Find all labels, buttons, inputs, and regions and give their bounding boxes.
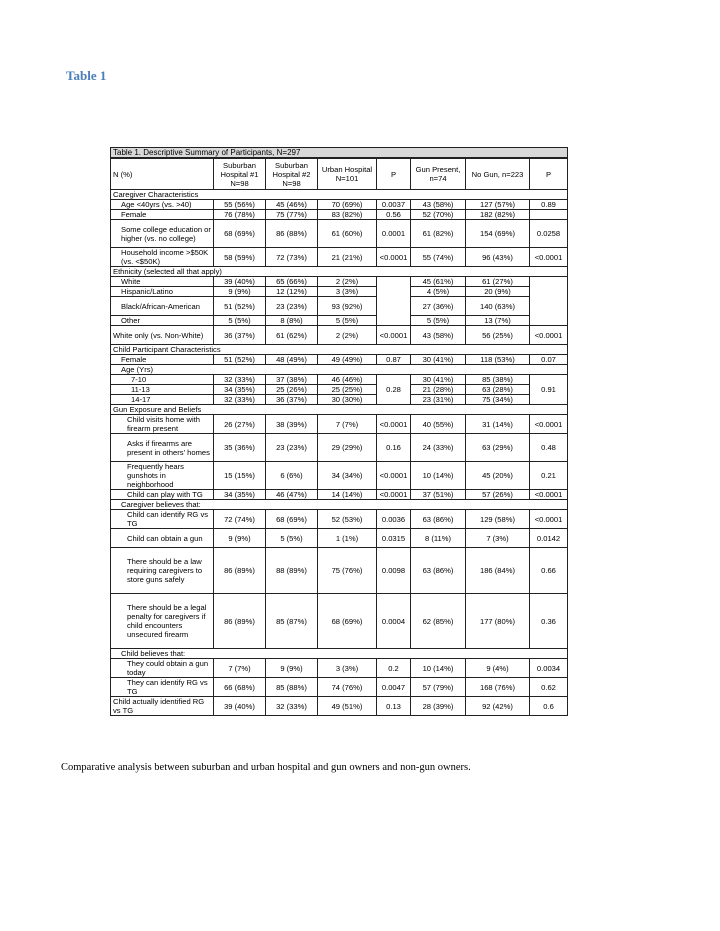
row-label: Black/African-American [111, 297, 214, 316]
table-cell: 49 (51%) [318, 697, 377, 716]
table-row [111, 594, 568, 649]
table-cell: 23 (31%) [411, 395, 466, 405]
table-cell: 20 (9%) [466, 287, 530, 297]
table-row [111, 462, 568, 490]
table-cell: 26 (27%) [214, 415, 266, 434]
table-cell: 177 (80%) [466, 594, 530, 649]
table-cell: 12 (12%) [266, 287, 318, 297]
table-cell: 4 (5%) [411, 287, 466, 297]
table-cell: <0.0001 [530, 415, 568, 434]
row-label: 11-13 [111, 385, 214, 395]
table-cell: 51 (52%) [214, 355, 266, 365]
table-cell: 0.6 [530, 697, 568, 716]
section-label: Caregiver believes that: [111, 500, 568, 510]
table-cell: 85 (38%) [466, 375, 530, 385]
table-cell: 0.0098 [377, 548, 411, 594]
table-cell: 7 (3%) [466, 529, 530, 548]
table-cell: 45 (61%) [411, 277, 466, 287]
table-row [111, 210, 568, 220]
table-row [111, 200, 568, 210]
table-cell: <0.0001 [530, 490, 568, 500]
table-cell: 0.07 [530, 355, 568, 365]
table-cell: 6 (6%) [266, 462, 318, 490]
table-cell: 0.0037 [377, 200, 411, 210]
table-cell: 37 (38%) [266, 375, 318, 385]
table-cell: 38 (39%) [266, 415, 318, 434]
table-cell: 68 (69%) [318, 594, 377, 649]
table-cell: 5 (5%) [318, 316, 377, 326]
table-row [111, 220, 568, 248]
section-label: Gun Exposure and Beliefs [111, 405, 568, 415]
table-cell: 21 (28%) [411, 385, 466, 395]
table-row [111, 287, 568, 297]
table-row [111, 415, 568, 434]
table-cell: 85 (88%) [266, 678, 318, 697]
table-row [111, 277, 568, 287]
table-cell: 63 (29%) [466, 434, 530, 462]
row-label: Female [111, 355, 214, 365]
section-label: Child Participant Characteristics [111, 345, 568, 355]
table-cell: 96 (43%) [466, 248, 530, 267]
table-cell: 46 (47%) [266, 490, 318, 500]
header-cell: Suburban Hospital #1 N=98 [214, 158, 266, 190]
table-cell: 8 (11%) [411, 529, 466, 548]
table-cell: 9 (9%) [266, 659, 318, 678]
table-cell: 3 (3%) [318, 659, 377, 678]
table-cell: 0.0258 [530, 220, 568, 248]
header-cell: No Gun, n=223 [466, 158, 530, 190]
table-cell: 61 (62%) [266, 326, 318, 345]
table-cell: 127 (57%) [466, 200, 530, 210]
table-cell: 0.91 [530, 375, 568, 405]
table-cell: 0.0047 [377, 678, 411, 697]
table-cell: 34 (35%) [214, 385, 266, 395]
row-label: 14-17 [111, 395, 214, 405]
table-cell: 182 (82%) [466, 210, 530, 220]
table-cell: 2 (2%) [318, 277, 377, 287]
descriptive-summary-table-container [110, 147, 567, 716]
table-cell: 32 (33%) [214, 395, 266, 405]
table-cell: 0.62 [530, 678, 568, 697]
table-heading: Table 1 [66, 68, 107, 83]
row-label: They can identify RG vs TG [111, 678, 214, 697]
table-cell: 86 (89%) [214, 548, 266, 594]
table-cell: 0.0004 [377, 594, 411, 649]
table-cell: 3 (3%) [318, 287, 377, 297]
row-label: Asks if firearms are present in others' homes [111, 434, 214, 462]
section-label: Caregiver Characteristics [111, 190, 568, 200]
table-cell: 61 (27%) [466, 277, 530, 287]
table-cell: 0.56 [377, 210, 411, 220]
table-row [111, 385, 568, 395]
table-cell: 72 (74%) [214, 510, 266, 529]
table-row [111, 375, 568, 385]
table-cell: 28 (39%) [411, 697, 466, 716]
table-cell: <0.0001 [377, 326, 411, 345]
table-cell: <0.0001 [530, 326, 568, 345]
table-cell: 0.0001 [377, 220, 411, 248]
table-cell: <0.0001 [530, 248, 568, 267]
table-cell: 0.48 [530, 434, 568, 462]
row-label: Child actually identified RG vs TG [111, 697, 214, 716]
table-cell: 14 (14%) [318, 490, 377, 500]
table-cell: 86 (89%) [214, 594, 266, 649]
table-caption: Comparative analysis between suburban and urban hospital and gun owners and non-gun owners. [61, 762, 471, 773]
table-cell: 85 (87%) [266, 594, 318, 649]
table-cell: 48 (49%) [266, 355, 318, 365]
row-label: 7-10 [111, 375, 214, 385]
table-row [111, 395, 568, 405]
table-cell: 5 (5%) [214, 316, 266, 326]
row-label: Some college education or higher (vs. no college) [111, 220, 214, 248]
table-cell: 68 (69%) [214, 220, 266, 248]
table-cell: 31 (14%) [466, 415, 530, 434]
table-cell: 0.21 [530, 462, 568, 490]
table-cell: 0.16 [377, 434, 411, 462]
header-cell: Gun Present, n=74 [411, 158, 466, 190]
table-cell: 68 (69%) [266, 510, 318, 529]
table-cell: 23 (23%) [266, 297, 318, 316]
row-label: Household income >$50K (vs. <$50K) [111, 248, 214, 267]
table-cell: 56 (25%) [466, 326, 530, 345]
table-row [111, 490, 568, 500]
table-cell: 88 (89%) [266, 548, 318, 594]
header-row [111, 158, 568, 190]
table-cell: 70 (69%) [318, 200, 377, 210]
table-cell: 25 (26%) [266, 385, 318, 395]
table-cell: 154 (69%) [466, 220, 530, 248]
table-cell: 0.2 [377, 659, 411, 678]
table-cell: 63 (28%) [466, 385, 530, 395]
table-cell: 39 (40%) [214, 277, 266, 287]
row-label: They could obtain a gun today [111, 659, 214, 678]
table-row [111, 529, 568, 548]
table-cell: 52 (70%) [411, 210, 466, 220]
section-row [111, 405, 568, 415]
table-row [111, 678, 568, 697]
table-cell: 1 (1%) [318, 529, 377, 548]
header-cell: P [377, 158, 411, 190]
table-cell: 0.0142 [530, 529, 568, 548]
table-cell: 58 (59%) [214, 248, 266, 267]
table-cell: 8 (8%) [266, 316, 318, 326]
table-row [111, 659, 568, 678]
table-cell: 7 (7%) [214, 659, 266, 678]
section-row [111, 345, 568, 355]
table-cell: 0.89 [530, 200, 568, 210]
table-cell: 0.0034 [530, 659, 568, 678]
descriptive-summary-table [110, 147, 568, 716]
table-cell: 75 (77%) [266, 210, 318, 220]
table-cell: 46 (46%) [318, 375, 377, 385]
table-cell: 10 (14%) [411, 462, 466, 490]
table-cell [377, 277, 411, 326]
table-cell: 0.66 [530, 548, 568, 594]
table-cell: 2 (2%) [318, 326, 377, 345]
table-cell: 32 (33%) [214, 375, 266, 385]
table-cell: 61 (82%) [411, 220, 466, 248]
table-cell: 0.28 [377, 375, 411, 405]
table-cell: <0.0001 [377, 415, 411, 434]
row-label: There should be a law requiring caregivers to store guns safely [111, 548, 214, 594]
table-row [111, 326, 568, 345]
table-cell: 55 (56%) [214, 200, 266, 210]
section-label: Age (Yrs) [111, 365, 568, 375]
table-cell: 9 (9%) [214, 529, 266, 548]
table-cell: <0.0001 [530, 510, 568, 529]
section-label: Ethnicity (selected all that apply) [111, 267, 568, 277]
section-row [111, 267, 568, 277]
table-row [111, 248, 568, 267]
table-cell: 52 (53%) [318, 510, 377, 529]
table-cell: 32 (33%) [266, 697, 318, 716]
table-cell: <0.0001 [377, 248, 411, 267]
table-cell: 13 (7%) [466, 316, 530, 326]
row-label: There should be a legal penalty for caregivers if child encounters unsecured firearm [111, 594, 214, 649]
table-cell: 7 (7%) [318, 415, 377, 434]
table-cell: 186 (84%) [466, 548, 530, 594]
table-cell: 51 (52%) [214, 297, 266, 316]
table-cell: 5 (5%) [411, 316, 466, 326]
table-row [111, 548, 568, 594]
table-cell: 45 (20%) [466, 462, 530, 490]
table-cell: 61 (60%) [318, 220, 377, 248]
header-cell: Urban Hospital N=101 [318, 158, 377, 190]
table-cell: 30 (41%) [411, 375, 466, 385]
table-cell: 43 (58%) [411, 326, 466, 345]
table-row [111, 697, 568, 716]
table-cell: 34 (34%) [318, 462, 377, 490]
table-cell: 29 (29%) [318, 434, 377, 462]
table-cell: 0.36 [530, 594, 568, 649]
table-cell: 10 (14%) [411, 659, 466, 678]
table-cell: 36 (37%) [214, 326, 266, 345]
table-cell: 15 (15%) [214, 462, 266, 490]
table-cell: 76 (78%) [214, 210, 266, 220]
table-cell: 0.0036 [377, 510, 411, 529]
table-cell: 27 (36%) [411, 297, 466, 316]
table-cell: 40 (55%) [411, 415, 466, 434]
row-label: White [111, 277, 214, 287]
table-cell: 36 (37%) [266, 395, 318, 405]
table-cell: 63 (86%) [411, 548, 466, 594]
table-cell: 35 (36%) [214, 434, 266, 462]
table-cell: 37 (51%) [411, 490, 466, 500]
table-cell: 72 (73%) [266, 248, 318, 267]
row-label: Female [111, 210, 214, 220]
table-cell: 55 (74%) [411, 248, 466, 267]
table-row [111, 434, 568, 462]
row-label: Frequently hears gunshots in neighborhood [111, 462, 214, 490]
table-cell [530, 277, 568, 326]
table-cell: 0.13 [377, 697, 411, 716]
header-cell: N (%) [111, 158, 214, 190]
table-cell: 45 (46%) [266, 200, 318, 210]
table-cell: 168 (76%) [466, 678, 530, 697]
table-cell: 25 (25%) [318, 385, 377, 395]
table-row [111, 510, 568, 529]
table-cell: 30 (41%) [411, 355, 466, 365]
section-label: Child believes that: [111, 649, 568, 659]
table-cell: 5 (5%) [266, 529, 318, 548]
section-row [111, 190, 568, 200]
row-label: Child can obtain a gun [111, 529, 214, 548]
table-cell: 129 (58%) [466, 510, 530, 529]
table-cell: 24 (33%) [411, 434, 466, 462]
table-cell: 43 (58%) [411, 200, 466, 210]
table-cell: 75 (76%) [318, 548, 377, 594]
header-cell: P [530, 158, 568, 190]
table-cell: 63 (86%) [411, 510, 466, 529]
table-cell: 0.0315 [377, 529, 411, 548]
table-cell: 9 (4%) [466, 659, 530, 678]
header-cell: Suburban Hospital #2 N=98 [266, 158, 318, 190]
table-cell: 57 (26%) [466, 490, 530, 500]
table-cell: 21 (21%) [318, 248, 377, 267]
table-cell: 118 (53%) [466, 355, 530, 365]
table-row [111, 355, 568, 365]
table-cell: 74 (76%) [318, 678, 377, 697]
table-cell: 23 (23%) [266, 434, 318, 462]
table-cell: 140 (63%) [466, 297, 530, 316]
table-cell: 92 (42%) [466, 697, 530, 716]
row-label: Other [111, 316, 214, 326]
section-row [111, 649, 568, 659]
table-cell: 75 (34%) [466, 395, 530, 405]
table-cell: 62 (85%) [411, 594, 466, 649]
table-cell: <0.0001 [377, 462, 411, 490]
table-cell: 93 (92%) [318, 297, 377, 316]
table-cell: 86 (88%) [266, 220, 318, 248]
row-label: Hispanic/Latino [111, 287, 214, 297]
table-row [111, 316, 568, 326]
table-cell: 57 (79%) [411, 678, 466, 697]
table-cell: 49 (49%) [318, 355, 377, 365]
table-cell: 39 (40%) [214, 697, 266, 716]
table-cell: 30 (30%) [318, 395, 377, 405]
table-row [111, 297, 568, 316]
table-cell: 0.87 [377, 355, 411, 365]
table-cell: 34 (35%) [214, 490, 266, 500]
section-row [111, 500, 568, 510]
table-cell [530, 210, 568, 220]
table-cell: 65 (66%) [266, 277, 318, 287]
row-label: Child can identify RG vs TG [111, 510, 214, 529]
row-label: White only (vs. Non-White) [111, 326, 214, 345]
table-cell: <0.0001 [377, 490, 411, 500]
table-cell: 9 (9%) [214, 287, 266, 297]
table-cell: 83 (82%) [318, 210, 377, 220]
row-label: Child can play with TG [111, 490, 214, 500]
row-label: Age <40yrs (vs. >40) [111, 200, 214, 210]
section-row [111, 365, 568, 375]
table-cell: 66 (68%) [214, 678, 266, 697]
row-label: Child visits home with firearm present [111, 415, 214, 434]
table-title: Table 1. Descriptive Summary of Participants, N=297 [111, 148, 568, 159]
